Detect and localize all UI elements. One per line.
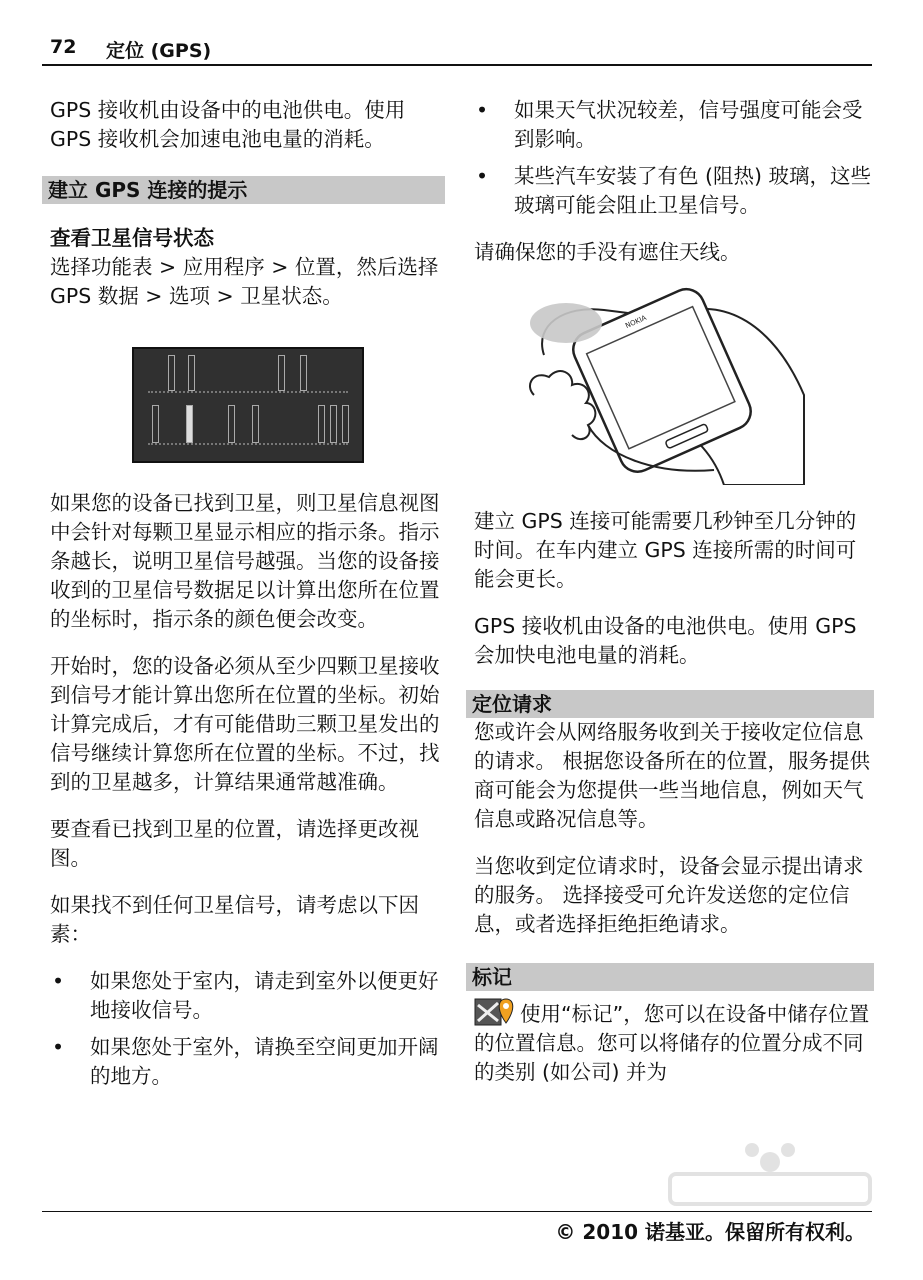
list-item: • 某些汽车安装了有色 (阻热) 玻璃，这些玻璃可能会阻止卫星信号。 — [474, 162, 874, 220]
phone-brand-label: NOKIA — [624, 313, 648, 331]
phone-in-hand-illustration — [524, 285, 824, 485]
page-number: 72 — [50, 36, 77, 58]
section-requests-heading: 定位请求 — [466, 690, 874, 718]
satellite-bar — [188, 355, 195, 391]
footer-divider — [42, 1211, 872, 1212]
paragraph-four-satellites: 开始时，您的设备必须从至少四颗卫星接收到信号才能计算出您所在位置的坐标。初始计算完成后，才有可能借助三颗卫星发出的信号继续计算您所在位置的坐标。不过，找到的卫星越多，计算结果通常越准确。 — [50, 654, 440, 794]
paragraph-change-view: 要查看已找到卫星的位置，请选择更改视图。 — [50, 817, 419, 870]
baidu-watermark — [660, 1140, 880, 1210]
paragraph-landmarks — [474, 997, 874, 1087]
satellite-row-divider — [148, 391, 348, 396]
paragraph-indicator-bars: 如果您的设备已找到卫星，则卫星信息视图中会针对每颗卫星显示相应的指示条。指示条越长，说明卫星信号越强。当您的设备接收到的卫星信号数据足以计算出您所在位置的坐标时，指示条的颜色便会改变。 — [50, 491, 440, 631]
section-landmarks-heading: 标记 — [466, 963, 874, 991]
paragraph-request-accept: 当您收到定位请求时，设备会显示提出请求的服务。 选择接受可允许发送您的定位信息，或者选择拒绝拒绝请求。 — [474, 854, 864, 936]
satellite-bar — [152, 405, 159, 443]
right-bullet-list — [474, 96, 874, 220]
satellite-bar — [300, 355, 307, 391]
satellite-bar-active — [186, 405, 193, 443]
copyright-footer: © 2010 诺基亚。保留所有权利。 — [555, 1220, 865, 1244]
satellite-bar — [252, 405, 259, 443]
paragraph-antenna: 请确保您的手没有遮住天线。 — [474, 240, 741, 264]
landmarks-text: 使用“标记”，您可以在设备中储存位置的位置信息。您可以将储存的位置分成不同的类别 (如公司) 并为 — [474, 1002, 870, 1084]
paragraph-connection-time: 建立 GPS 连接可能需要几秒钟至几分钟的时间。在车内建立 GPS 连接所需的时间可能会更长。 — [474, 509, 857, 591]
right-column — [474, 96, 874, 1087]
paragraph-battery: GPS 接收机由设备的电池供电。使用 GPS 会加快电池电量的消耗。 — [474, 614, 857, 667]
satellite-bar — [318, 405, 325, 443]
chapter-title: 定位 (GPS) — [106, 40, 212, 62]
paragraph-request-info: 您或许会从网络服务收到关于接收定位信息的请求。 根据您设备所在的位置，服务提供商可能会为您提供一些当地信息，例如天气信息或路况信息等。 — [474, 720, 871, 831]
paragraph-no-signal: 如果找不到任何卫星信号，请考虑以下因素： — [50, 893, 419, 946]
list-item: • 如果您处于室内，请走到室外以便更好地接收信号。 — [50, 967, 445, 1025]
intro-paragraph: GPS 接收机由设备中的电池供电。使用 GPS 接收机会加速电池电量的消耗。 — [50, 98, 406, 151]
satellite-bar — [278, 355, 285, 391]
list-item: • 如果您处于室外，请换至空间更加开阔的地方。 — [50, 1033, 445, 1091]
satellite-bar — [168, 355, 175, 391]
list-item: • 如果天气状况较差，信号强度可能会受到影响。 — [474, 96, 874, 154]
antenna-area-highlight — [530, 303, 602, 343]
section-tips-heading: 建立 GPS 连接的提示 — [42, 176, 445, 204]
satellite-row-divider — [148, 443, 348, 448]
satellite-bar — [228, 405, 235, 443]
subhead-satellite-status: 查看卫星信号状态 — [50, 226, 214, 250]
satellite-menu-path: 选择功能表 > 应用程序 > 位置，然后选择 GPS 数据 > 选项 > 卫星状态。 — [50, 255, 439, 308]
satellite-status-image — [132, 347, 364, 463]
landmark-pin-icon — [474, 997, 516, 1027]
satellite-bar — [330, 405, 337, 443]
phone-hand-svg — [524, 285, 824, 485]
page-header — [42, 36, 872, 66]
left-column — [50, 96, 445, 1091]
satellite-bar — [342, 405, 349, 443]
left-bullet-list — [50, 967, 445, 1091]
